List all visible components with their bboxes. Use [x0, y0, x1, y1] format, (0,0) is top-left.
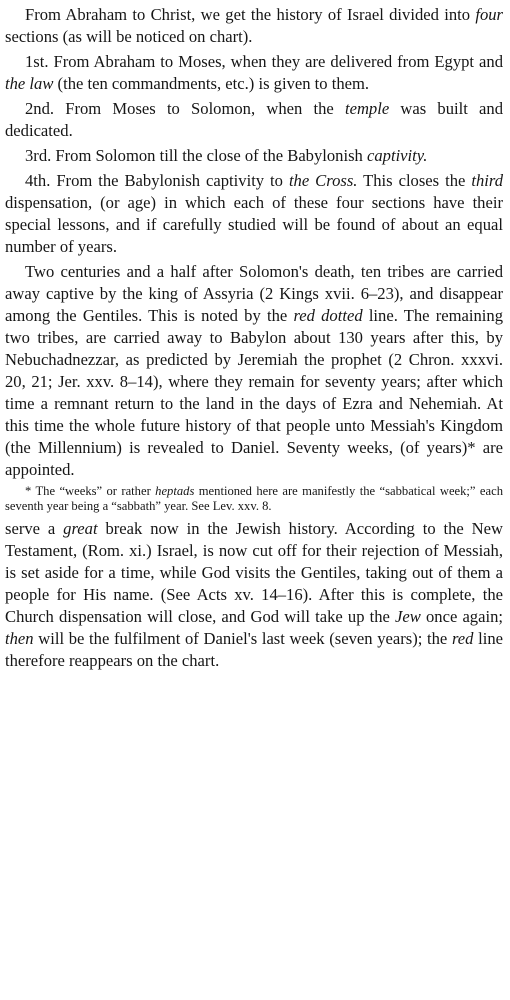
text-run: will be the fulfilment of Daniel's last week (seven years); the	[33, 629, 452, 648]
text-run: sections (as will be noticed on chart).	[5, 27, 253, 46]
italic-text: four	[475, 5, 503, 24]
italic-text: red dotted	[293, 306, 363, 325]
text-run: * The “weeks” or rather	[25, 484, 156, 498]
paragraph-third-section	[5, 145, 503, 167]
paragraph-first-section	[5, 51, 503, 95]
text-run: (the ten commandments, etc.) is given to them.	[53, 74, 370, 93]
italic-text: then	[5, 629, 34, 648]
text-run: From Abraham to Christ, we get the history of Israel divided into	[25, 5, 476, 24]
paragraph-continuation	[5, 518, 503, 672]
italic-text: Jew	[395, 607, 421, 626]
paragraph-intro	[5, 4, 503, 48]
text-run: was built and dedicated.	[5, 99, 504, 140]
page-body	[5, 4, 503, 675]
italic-text: great	[63, 519, 98, 538]
text-run: This closes the	[357, 171, 472, 190]
text-run: dispensation, (or age) in which each of these four sections have their special lessons, and if carefully studied will be found of about an equal number of years.	[5, 193, 503, 256]
italic-text: heptads	[155, 484, 195, 498]
text-run: 3rd. From Solomon till the close of the Babylonish	[25, 146, 367, 165]
text-run: once again;	[420, 607, 503, 626]
text-run: serve a	[5, 519, 64, 538]
text-run: line. The remaining two tribes, are carried away to Babylon about 130 years after this, by Nebuchadnezzar, as predicted by Jeremiah the prophet (2 Chron. xxxvi. 20, 21; Jer. xxv. 8–14), where they remain for seventy years; after which time a remnant return to the land in the days of Ezra and Nehemiah. At this time the whole future history of that people unto Messiah's Kingdom (the Millennium) is revealed to Daniel. Seventy weeks, (of years)* are appointed.	[5, 306, 504, 479]
text-run: Two centuries and a half after Solomon's death, ten tribes are carried away captive by the king of Assyria (2 Kings xvii. 6–23), and disappear among the Gentiles. This is noted by the	[5, 262, 503, 325]
text-run: mentioned here are manifestly the “sabbatical week;” each seventh year being a “sabbath” year. See Lev. xxv. 8.	[5, 484, 503, 513]
italic-text: the Cross.	[288, 171, 358, 190]
italic-text: the law	[5, 74, 54, 93]
italic-text: red	[451, 629, 474, 648]
text-run: 2nd. From Moses to Solomon, when the	[25, 99, 345, 118]
text-run: break now in the Jewish history. According to the New Testament, (Rom. xi.) Israel, is now cut off for their rejection of Messiah, is set aside for a time, while God visits the Gentiles, taking out of them a people for His name. (See Acts xv. 14–16). After this is complete, the Church dispensation will close, and God will take up the	[5, 519, 503, 626]
text-run: line therefore reappears on the chart.	[5, 629, 503, 670]
paragraph-second-section	[5, 98, 503, 142]
text-run: 1st. From Abraham to Moses, when they are delivered from Egypt and	[25, 52, 503, 71]
paragraph-captivity	[5, 261, 503, 481]
text-run: 4th. From the Babylonish captivity to	[25, 171, 289, 190]
footnote	[5, 484, 503, 514]
paragraph-fourth-section	[5, 170, 503, 258]
italic-text: temple	[344, 99, 390, 118]
italic-text: captivity.	[367, 146, 428, 165]
italic-text: third	[471, 171, 503, 190]
